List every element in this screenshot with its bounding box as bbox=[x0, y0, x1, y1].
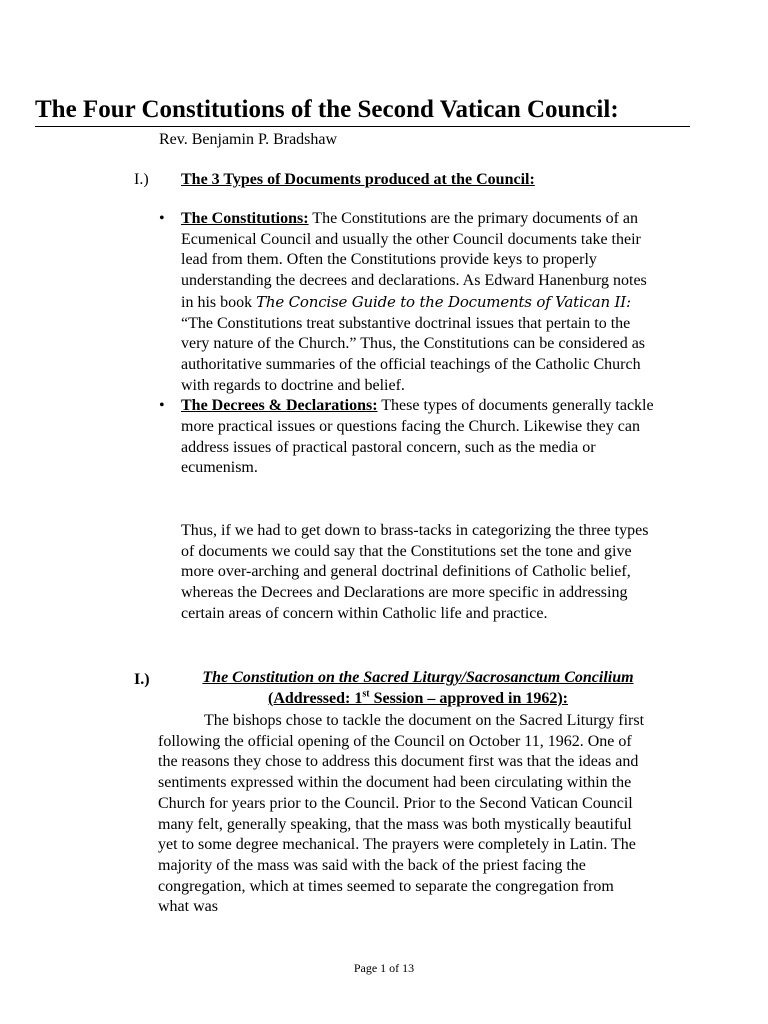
constitutions-quote-text: “The Constitutions treat substantive doctrinal issues that pertain to the very nature of the Church.” Thus, the Constitutions can be considered as authoritative summaries of the official teachings of the Catholic Church with regards to doctrine and belief. bbox=[181, 314, 646, 394]
bullet-icon: • bbox=[159, 397, 165, 415]
section-1-heading: The 3 Types of Documents produced at the Council: bbox=[181, 171, 535, 188]
author-line: Rev. Benjamin P. Bradshaw bbox=[159, 131, 338, 148]
section-2-heading bbox=[158, 668, 678, 709]
page-number-footer: Page 1 of 13 bbox=[353, 961, 415, 975]
term-decrees-declarations: The Decrees & Declarations: bbox=[181, 397, 378, 415]
bullet-icon: • bbox=[159, 210, 165, 227]
section-1-number: I.) bbox=[134, 171, 149, 188]
ordinal-suffix: st bbox=[362, 688, 370, 700]
decrees-declarations-text: These types of documents generally tackle more practical issues or questions facing the Church. Likewise they can address issues of practical pastoral concern, such as the media or ecumenism. bbox=[181, 397, 654, 477]
list-item-constitutions bbox=[159, 209, 661, 396]
session-info-end: Session – approved in 1962): bbox=[369, 689, 568, 707]
constitution-title: The Constitution on the Sacred Liturgy/Sacrosanctum Concilium bbox=[202, 669, 634, 686]
document-title: The Four Constitutions of the Second Vatican Council: bbox=[35, 96, 619, 123]
liturgy-paragraph: The bishops chose to tackle the document on the Sacred Liturgy first following the official opening of the Council on October 11, 1962. One of the reasons they chose to address this document first was that the ideas and sentiments expressed within the document had been circulating within the Church for years prior to the Council. Prior to the Second Vatican Council many felt, generally speaking, that the mass was both mystically beautiful yet to some degree mechanical. The prayers were completely in Latin. The majority of the mass was said with the back of the priest facing the congregation, which at times seemed to separate the congregation from what was bbox=[158, 712, 645, 916]
list-item-decrees-declarations bbox=[159, 396, 661, 479]
session-info-start: (Addressed: 1 bbox=[267, 689, 363, 707]
session-info bbox=[158, 689, 678, 710]
document-types-list bbox=[159, 209, 661, 479]
book-title: The Concise Guide to the Documents of Vatican II: bbox=[256, 292, 631, 311]
section-2-number: I.) bbox=[134, 671, 150, 688]
term-constitutions: The Constitutions: bbox=[181, 210, 309, 227]
constitutions-text: The Constitutions are the primary documents of an Ecumenical Council and usually the other Council documents take their lead from them. Often the Constitutions provide keys to properly understanding the decrees and declarations. As Edward Hanenburg notes in his book bbox=[181, 210, 647, 311]
summary-paragraph: Thus, if we had to get down to brass-tacks in categorizing the three types of documents we could say that the Constitutions set the tone and give more over-arching and general doctrinal definitions of Catholic belief, whereas the Decrees and Declarations are more specific in addressing certain areas of concern within Catholic life and practice. bbox=[181, 522, 649, 622]
title-underline-rule bbox=[35, 126, 690, 127]
